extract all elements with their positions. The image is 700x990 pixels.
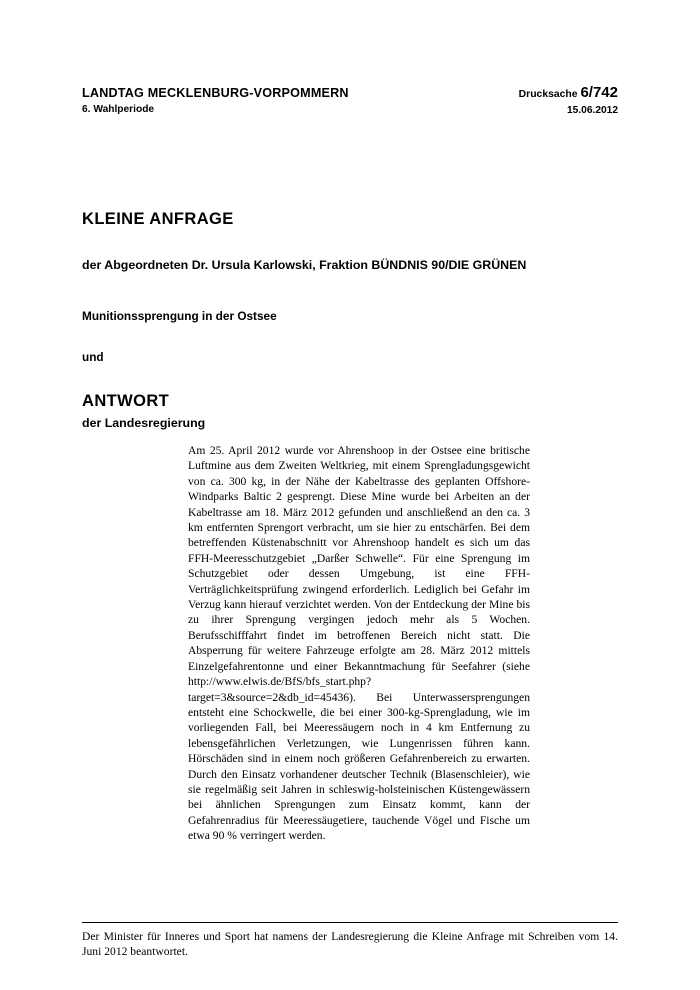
drucksache-label: Drucksache	[518, 89, 578, 100]
subject-line: Munitionssprengung in der Ostsee	[82, 309, 277, 323]
title-kleine-anfrage: KLEINE ANFRAGE	[82, 210, 234, 228]
conjunction-und: und	[82, 350, 104, 364]
document-header	[82, 84, 618, 116]
subtitle-abgeordnete: der Abgeordneten Dr. Ursula Karlowski, Fraktion BÜNDNIS 90/DIE GRÜNEN	[82, 258, 527, 272]
footer-note: Der Minister für Inneres und Sport hat namens der Landesregierung die Kleine Anfrage mit Schreiben vom 14. Juni 2012 beantwortet.	[82, 930, 618, 959]
legislative-period: 6. Wahlperiode	[82, 104, 155, 115]
title-antwort: ANTWORT	[82, 392, 170, 410]
header-left	[82, 86, 349, 115]
header-row	[82, 84, 618, 116]
document-titles	[82, 210, 618, 430]
footer-divider	[82, 922, 618, 923]
document-footer	[82, 922, 618, 960]
document-date: 15.06.2012	[567, 105, 618, 116]
drucksache-line	[519, 84, 618, 101]
parliament-title: LANDTAG MECKLENBURG-VORPOMMERN	[82, 86, 349, 100]
header-right	[519, 84, 618, 116]
subtitle-landesregierung: der Landesregierung	[82, 416, 206, 430]
body-paragraph: Am 25. April 2012 wurde vor Ahrenshoop in der Ostsee eine britische Luftmine aus dem Zweiten Weltkrieg, mit einem Sprengladungsgewicht von ca. 300 kg, in der Nähe der Kabeltrasse des geplanten Offshore-Windparks Baltic 2 gesprengt. Diese Mine wurde bei Arbeiten an der Kabeltrasse am 18. März 2012 gefunden und anschließend an den ca. 3 km entfernten Sprengort verbracht, um sie hier zu entschärfen. Bei dem betreffenden Küstenabschnitt vor Ahrenshoop handelt es sich um das FFH-Meeresschutzgebiet „Darßer Schwelle“. Für eine Sprengung im Schutzgebiet oder dessen Umgebung, ist eine FFH-Verträglichkeitsprüfung zwingend erforderlich. Lediglich bei Gefahr im Verzug kann hierauf verzichtet werden. Von der Entdeckung der Mine bis zu ihrer Sprengung vergingen jedoch mehr als 5 Wochen. Berufsschifffahrt findet im betroffenen Bereich nicht statt. Die Absperrung für weitere Fahrzeuge erfolgte am 28. März 2012 mittels Einzelgefahrentonne und einer Bekanntmachung für Seefahrer (siehe http://www.elwis.de/BfS/bfs_start.php?target=3&source=2&db_id=45436). Bei Unterwassersprengungen entsteht eine Schockwelle, die bei einer 300-kg-Sprengladung, wie im vorliegenden Fall, bei Meeressäugern noch in 4 km Entfernung zu lebensgefährlichen Verletzungen, wie Lungenrissen führen kann. Hörschäden sind in einem noch größeren Gefahrenbereich zu erwarten. Durch den Einsatz vorhandener deutscher Technik (Blasenschleier), wie sie regelmäßig seit Jahren in schleswig-holsteinischen Küstengewässern bei ähnlichen Sprengungen zum Einsatz kommt, kann der Gefahrenradius für Meeressäugetiere, tauchende Vögel und Fische um etwa 90 % verringert werden.	[188, 444, 530, 843]
drucksache-number: 6/742	[580, 84, 618, 101]
